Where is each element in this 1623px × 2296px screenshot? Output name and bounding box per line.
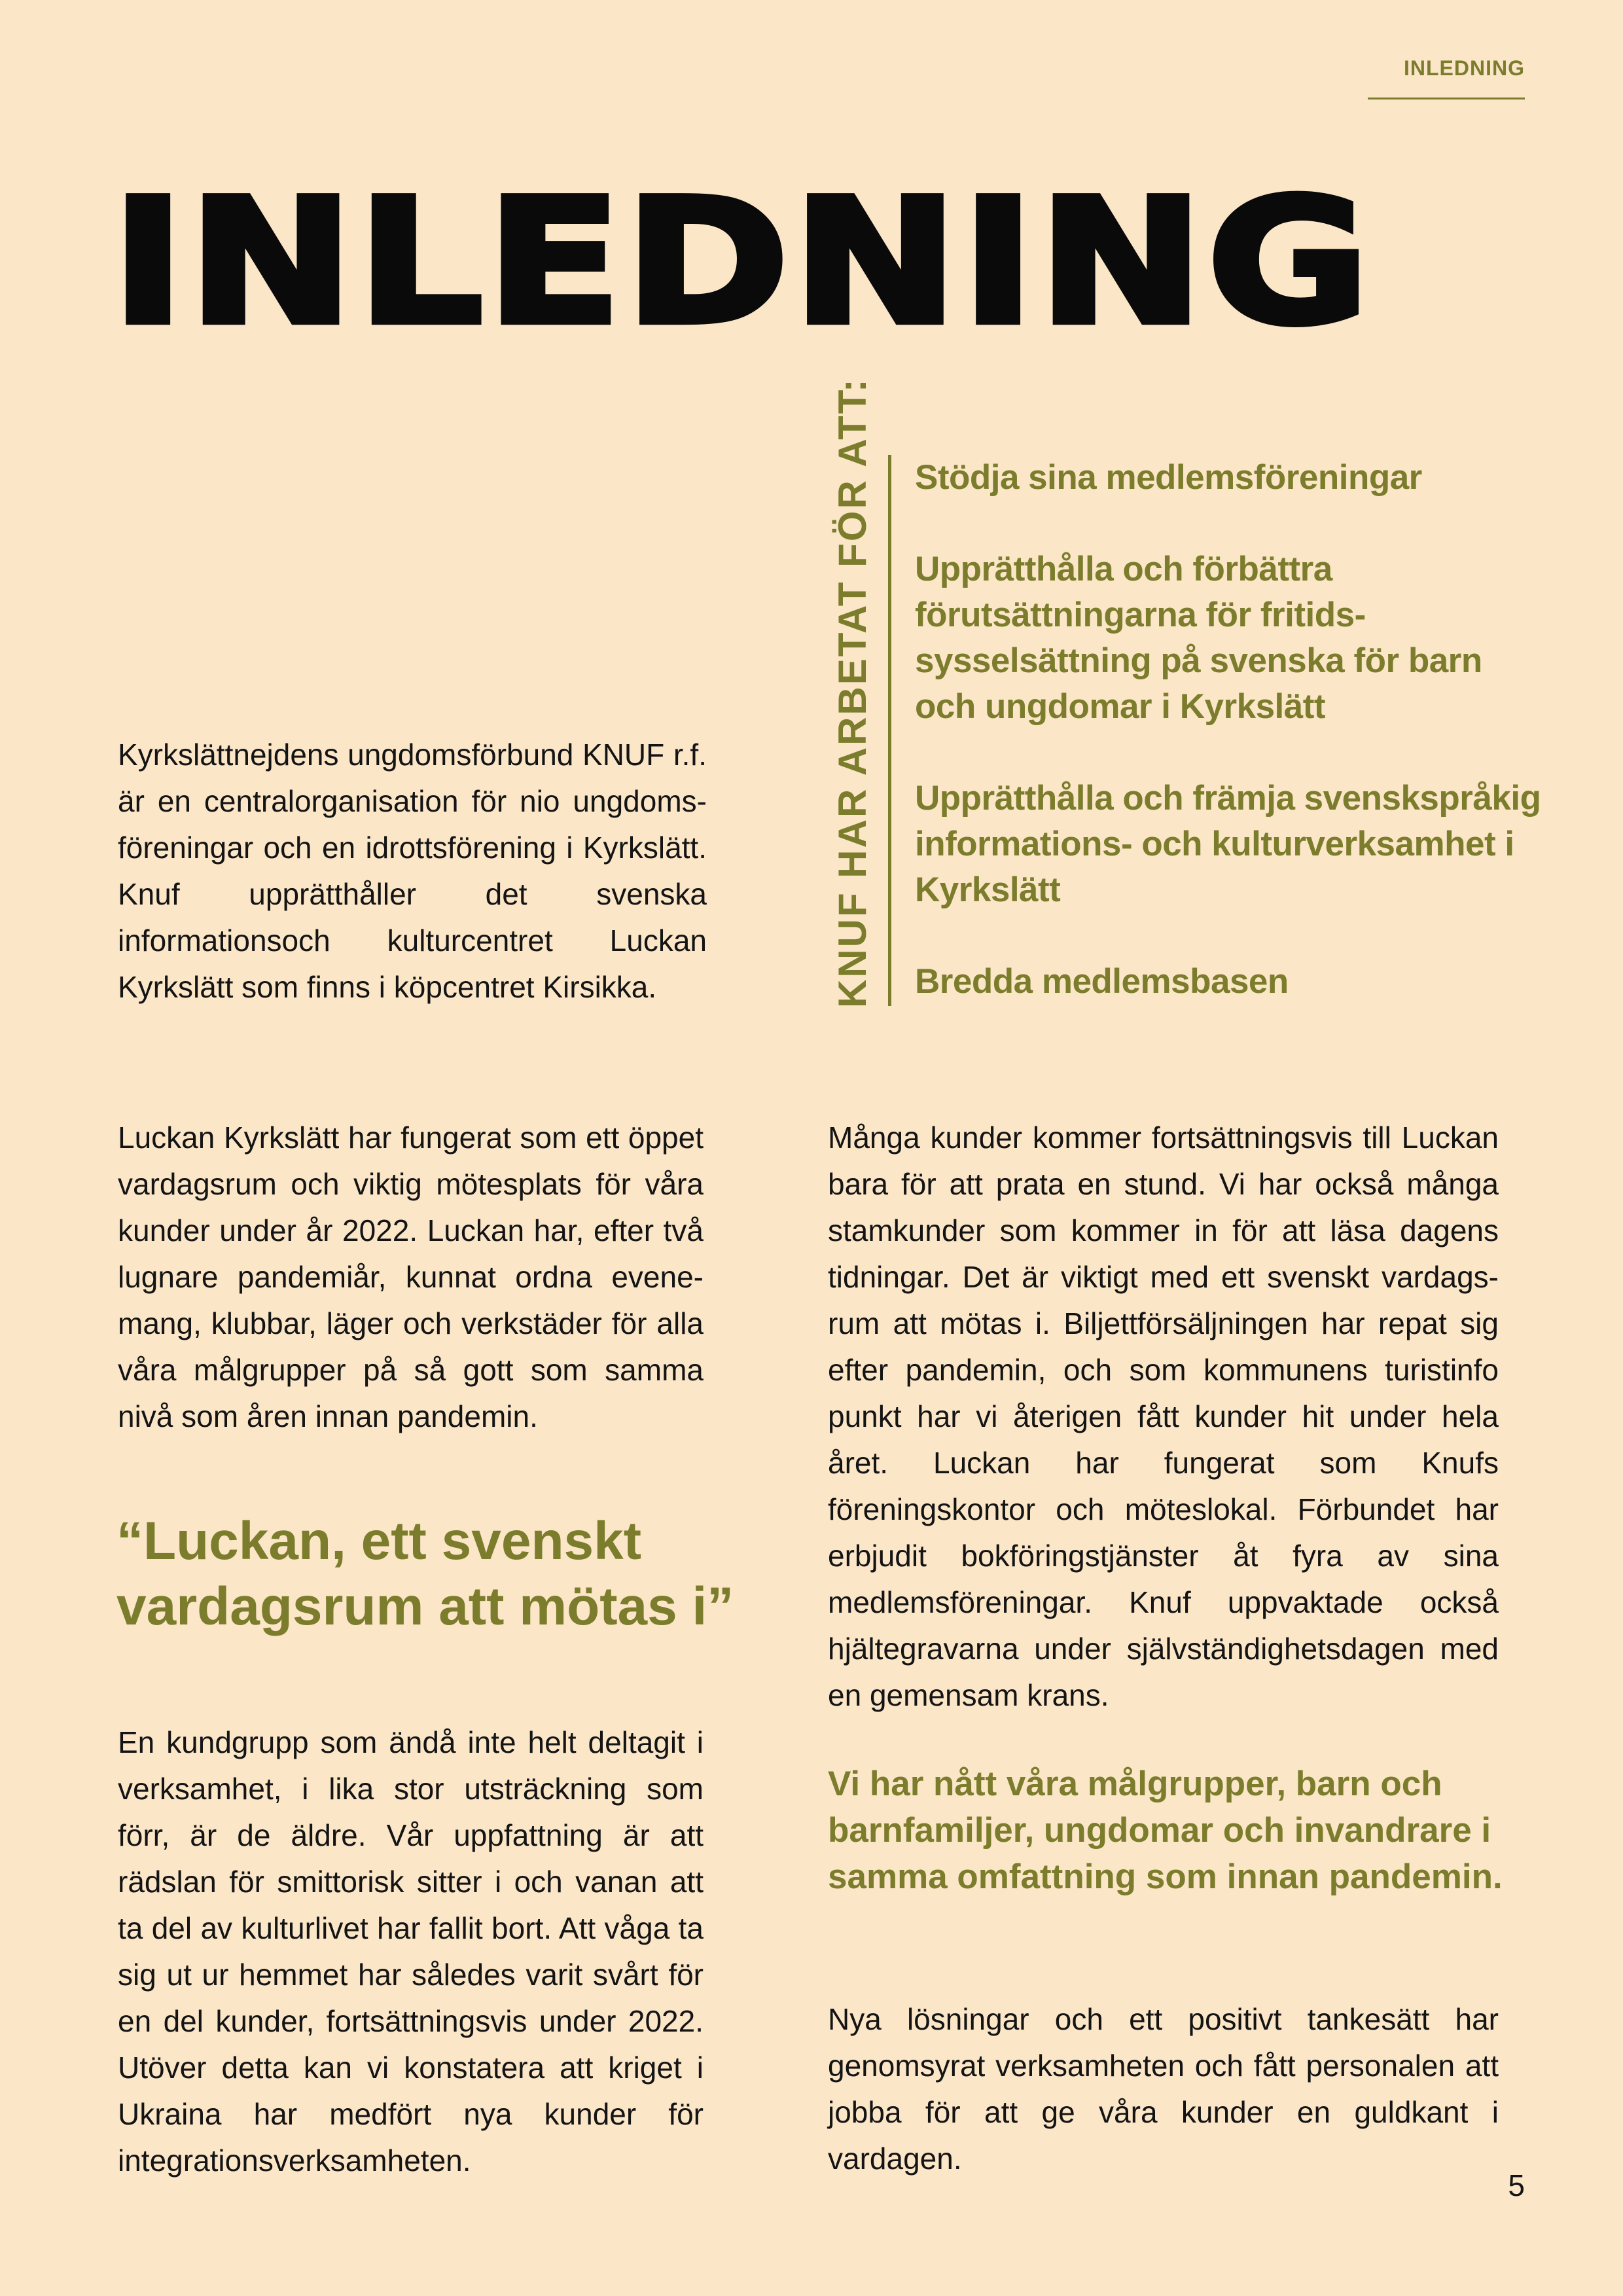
right-paragraph-1: Många kunder kommer fortsättningsvis till Luckan bara för att prata en stund. Vi har också många stamkunder som kommer in för att läsa dagens tidningar. Det är viktigt med ett svenskt vardagsrum att mötas i. Biljettförsäljningen har repat sig efter pandemin, och som kommunens turistinfo punkt har vi återigen fått kunder hit under hela året. Luckan har fungerat som Knufs föreningskontor och möteslokal. Förbundet har erbjudit bokföringstjänster åt fyra av sina medlemsföreningar. Knuf uppvaktade också hjältegravarna under självständighetsdagen med en gemensam krans.	[828, 1121, 1499, 1712]
goal-item: Upprätthålla och förbättra förutsättningarna för fritidssysselsättning på svenska för barn och ungdomar i Kyrkslätt	[915, 550, 1482, 726]
left-paragraph-1: Luckan Kyrkslätt har fungerat som ett öppet vardagsrum och viktig mötesplats för våra kunder under år 2022. Luckan har, efter två lugnare pandemiår, kunnat ordna evenemang, klubbar, läger och verkstäder för alla våra målgrupper på så gott som samma nivå som åren innan pandemin.	[118, 1121, 704, 1433]
goal-item: Bredda medlemsbasen	[915, 962, 1289, 1001]
left-paragraph-2: En kundgrupp som ändå inte helt deltagit i verksamhet, i lika stor utsträckning som förr, är de äldre. Vår uppfattning är att rädslan för smittorisk sitter i och vanan att ta del av kulturlivet har fallit bort. Att våga ta sig ut ur hemmet har således varit svårt för en del kunder, fortsättningsvis under 2022. Utöver detta kan vi konstatera att kriget i Ukraina har medfört nya kunder för integrationsverksamheten.	[118, 1725, 704, 2178]
highlight-statement: Vi har nått våra målgrupper, barn och barnfamiljer, ungdomar och invandrare i samma omfattning som innan pandemin.	[828, 1765, 1503, 1896]
running-header: INLEDNING	[1368, 56, 1525, 99]
goals-divider	[888, 455, 891, 1006]
goals-list	[915, 455, 1543, 1050]
intro-paragraph: Kyrkslättnejdens ungdomsförbund KNUF r.f. är en centralorganisation för nio ungdomsföreningar och en idrottsförening i Kyrkslätt. Knuf upprätthåller det svenska informationsoch kulturcentret Luckan Kyrkslätt som finns i köpcentret Kirsikka.	[118, 738, 707, 1004]
goal-item: Stödja sina medlemsföreningar	[915, 458, 1422, 497]
goals-heading: KNUF HAR ARBETAT FÖR ATT:	[830, 377, 874, 1008]
page-number: 5	[1508, 2168, 1525, 2202]
page-title: INLEDNING	[111, 162, 1373, 363]
goal-item: Upprätthålla och främja svenskspråkig informations- och kulturverksamhet i Kyrkslätt	[915, 779, 1541, 909]
right-paragraph-2: Nya lösningar och ett positivt tankesätt har genomsyrat verksamheten och fått personalen att jobba för att ge våra kunder en guldkant i vardagen.	[828, 2002, 1499, 2176]
pull-quote: “Luckan, ett svenskt vardagsrum att mötas i”	[116, 1511, 734, 1636]
